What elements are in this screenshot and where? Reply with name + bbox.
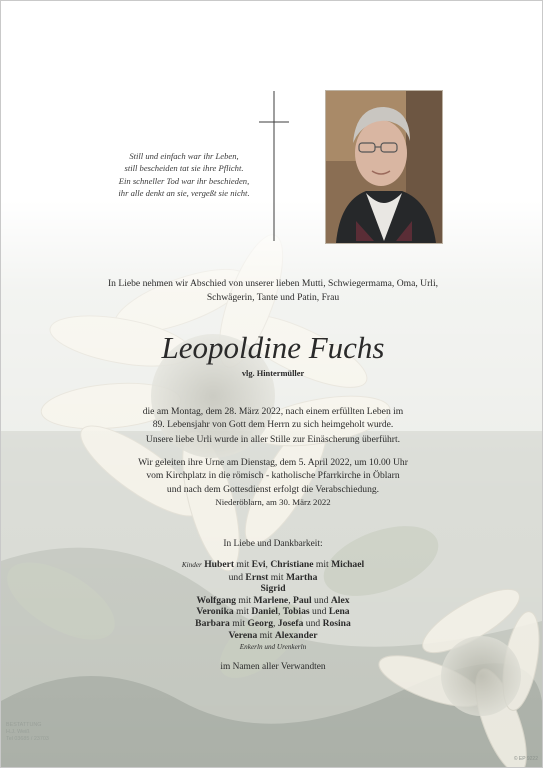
undertaker-line: BESTATTUNG (6, 722, 42, 728)
family-name: Daniel (251, 606, 278, 618)
family-connector: und (311, 594, 331, 606)
family-name: Martha (285, 571, 318, 583)
deceased-name: Leopoldine Fuchs (161, 330, 385, 365)
family-name: Alex (330, 594, 350, 606)
family-connector: , (288, 594, 293, 606)
children-label: Kinder (181, 561, 202, 569)
family-connector: mit (313, 559, 332, 570)
death-notice (93, 405, 453, 432)
family-connector: mit (257, 629, 275, 641)
death-notice-line: die am Montag, dem 28. März 2022, nach einem erfüllten Leben im (142, 406, 404, 417)
family-name: Christiane (270, 559, 314, 570)
family-line (93, 606, 453, 618)
poem-line: Ein schneller Tod war ihr beschieden, (118, 175, 250, 186)
family-connector: , (273, 617, 278, 629)
family-connector: mit (234, 559, 252, 570)
funeral-line: Wir geleiten ihre Urne am Dienstag, dem 5. April 2022, um 10.00 Uhr (138, 457, 408, 468)
funeral-line: vom Kirchplatz in die römisch - katholische Pfarrkirche in Öblarn (146, 470, 400, 482)
family-name: Georg (247, 617, 273, 629)
farewell-intro: In Liebe nehmen wir Abschied von unserer lieben Mutti, Schwiegermama, Oma, Urli, Schwägerin, Tante und Patin, Frau (107, 278, 439, 303)
family-line (93, 630, 453, 642)
family-connector: und (228, 571, 246, 583)
family-line (93, 595, 453, 607)
family-connector: , (277, 606, 283, 618)
undertaker-line: Tel 03685 / 23703 (6, 736, 49, 742)
poem-line: Still und einfach war ihr Leben, (129, 151, 239, 161)
undertaker-line: H.J. Weiß (6, 729, 30, 735)
family-name: Verena (228, 629, 258, 641)
family-line (93, 641, 453, 654)
family-connector: , (265, 559, 271, 570)
family-name: Tobias (282, 606, 310, 618)
family-connector: und (303, 617, 323, 629)
portrait-photo (325, 90, 443, 244)
family-connector: und (309, 606, 329, 618)
poem-line: still bescheiden tat sie ihre Pflicht. (124, 163, 244, 174)
family-connector: mit (268, 571, 286, 583)
death-notice-line: 89. Lebensjahr von Gott dem Herrn zu sich heimgeholt wurde. (152, 419, 394, 431)
family-line (93, 559, 453, 572)
family-name: Ernst (245, 571, 269, 583)
thanks-heading: In Liebe und Dankbarkeit: (223, 539, 323, 549)
deceased-nickname: vlg. Hintermüller (241, 369, 305, 378)
cremation-notice: Unsere liebe Urli wurde in aller Stille zur Einäscherung überführt. (145, 434, 401, 445)
family-list (93, 559, 453, 654)
family-name: Wolfgang (196, 594, 236, 606)
relatives-line: im Namen aller Verwandten (220, 662, 326, 672)
family-name: Alexander (274, 629, 318, 641)
family-name: Lena (328, 606, 350, 618)
family-name: Marlene (253, 594, 289, 606)
memorial-poem (109, 150, 259, 200)
copyright-mark: © EP 9222 (513, 756, 538, 762)
family-name: Sigrid (260, 583, 286, 595)
cross-icon (257, 91, 291, 241)
family-line (93, 572, 453, 584)
grandchildren-label: Enkerln und Urenkerln (239, 643, 307, 652)
poem-line: ihr alle denkt an sie, vergeßt sie nicht. (118, 188, 250, 199)
family-name: Paul (292, 594, 312, 606)
family-connector: mit (233, 606, 252, 618)
funeral-notice (93, 456, 453, 496)
family-connector: mit (235, 594, 254, 606)
family-line (93, 618, 453, 630)
family-name: Michael (331, 559, 365, 570)
family-line (93, 583, 453, 595)
family-name: Evi (251, 559, 266, 570)
family-name: Barbara (195, 617, 230, 629)
family-name: Josefa (277, 617, 304, 629)
family-name: Veronika (196, 606, 234, 618)
family-name: Hubert (204, 559, 235, 570)
place-and-date: Niederöblarn, am 30. März 2022 (215, 497, 331, 507)
funeral-line: und nach dem Gottesdienst erfolgt die Verabschiedung. (166, 483, 380, 495)
family-connector: mit (229, 617, 248, 629)
family-name: Rosina (322, 617, 351, 629)
undertaker-imprint (6, 722, 86, 743)
